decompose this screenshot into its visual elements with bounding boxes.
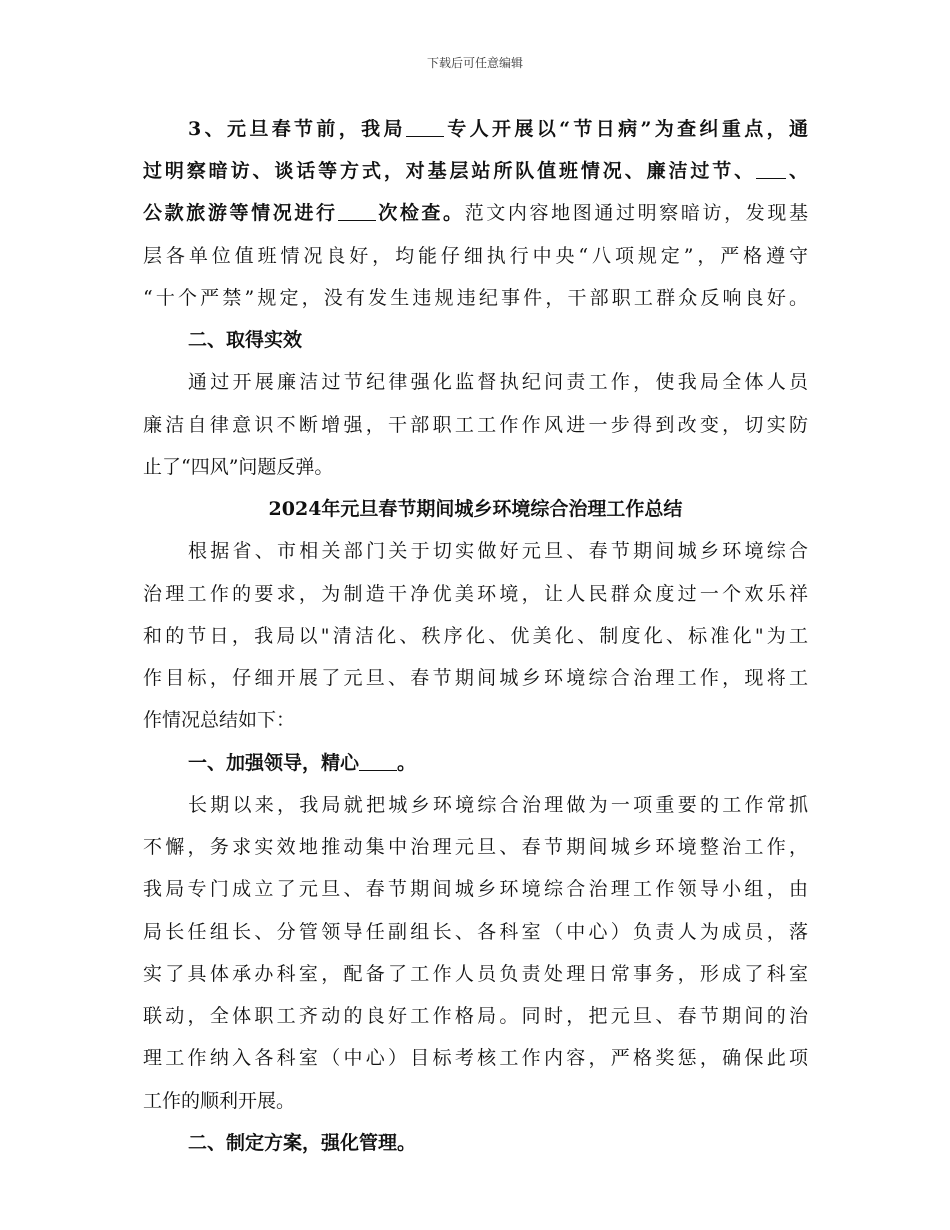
text-run: 。 bbox=[397, 752, 417, 774]
section-heading: 二、取得实效 bbox=[188, 329, 303, 351]
text-run: 范文内容地图通过明察暗访，发现基 bbox=[464, 202, 808, 224]
paragraph-line: 层各单位值班情况良好，均能仔细执行中央“八项规定”，严格遵守 bbox=[143, 245, 808, 267]
paragraph-line: 局长任组长、分管领导任副组长、各科室（中心）负责人为成员，落 bbox=[143, 921, 808, 943]
fill-blank bbox=[756, 158, 786, 179]
paragraph-line: 根据省、市相关部门关于切实做好元旦、春节期间城乡环境综合 bbox=[188, 540, 808, 562]
paragraph-line bbox=[188, 112, 808, 146]
section-heading bbox=[188, 746, 808, 780]
paragraph-line: 作情况总结如下： bbox=[143, 709, 296, 731]
fill-blank bbox=[338, 200, 376, 221]
paragraph-line: 联动，全体职工齐动的良好工作格局。同时，把元旦、春节期间的治 bbox=[143, 1005, 808, 1027]
text-run: 一、加强领导，精心 bbox=[188, 752, 360, 774]
paragraph-line: 和的节日，我局以"清洁化、秩序化、优美化、制度化、标准化"为工 bbox=[143, 625, 808, 647]
paragraph-line: 实了具体承办科室，配备了工作人员负责处理日常事务，形成了科室 bbox=[143, 963, 808, 985]
text-run: 、 bbox=[786, 160, 808, 182]
paragraph-line: 我局专门成立了元旦、春节期间城乡环境综合治理工作领导小组，由 bbox=[143, 878, 808, 900]
section-heading: 二、制定方案，强化管理。 bbox=[188, 1132, 417, 1154]
paragraph-line: 长期以来，我局就把城乡环境综合治理做为一项重要的工作常抓 bbox=[188, 794, 808, 816]
text-run: 公款旅游等情况进行 bbox=[143, 202, 338, 224]
text-run: 3、元旦春节前，我局 bbox=[188, 118, 406, 140]
paragraph-line: 通过开展廉洁过节纪律强化监督执纪问责工作，使我局全体人员 bbox=[188, 371, 808, 393]
fill-blank bbox=[406, 116, 444, 137]
paragraph-line: 作目标，仔细开展了元旦、春节期间城乡环境综合治理工作，现将工 bbox=[143, 667, 808, 689]
document-title: 2024年元旦春节期间城乡环境综合治理工作总结 bbox=[268, 498, 683, 520]
page-header-note: 下载后可任意编辑 bbox=[426, 56, 523, 70]
text-run: 次检查。 bbox=[375, 202, 465, 224]
paragraph-line: 治理工作的要求，为制造干净优美环境，让人民群众度过一个欢乐祥 bbox=[143, 583, 808, 605]
fill-blank bbox=[359, 750, 397, 771]
paragraph-line bbox=[143, 196, 808, 230]
paragraph-line: 工作的顺利开展。 bbox=[143, 1090, 296, 1112]
paragraph-line: “十个严禁”规定，没有发生违规违纪事件，干部职工群众反响良好。 bbox=[143, 287, 808, 309]
paragraph-line bbox=[143, 154, 808, 188]
paragraph-line: 廉洁自律意识不断增强，干部职工工作作风进一步得到改变，切实防 bbox=[143, 414, 808, 436]
paragraph-line: 止了“四风”问题反弹。 bbox=[143, 456, 334, 478]
paragraph-line: 不懈，务求实效地推动集中治理元旦、春节期间城乡环境整治工作， bbox=[143, 836, 808, 858]
paragraph-line: 理工作纳入各科室（中心）目标考核工作内容，严格奖惩，确保此项 bbox=[143, 1047, 808, 1069]
text-run: 专人开展以“节日病”为查纠重点，通 bbox=[443, 118, 808, 140]
text-run: 过明察暗访、谈话等方式，对基层站所队值班情况、廉洁过节、 bbox=[143, 160, 757, 182]
